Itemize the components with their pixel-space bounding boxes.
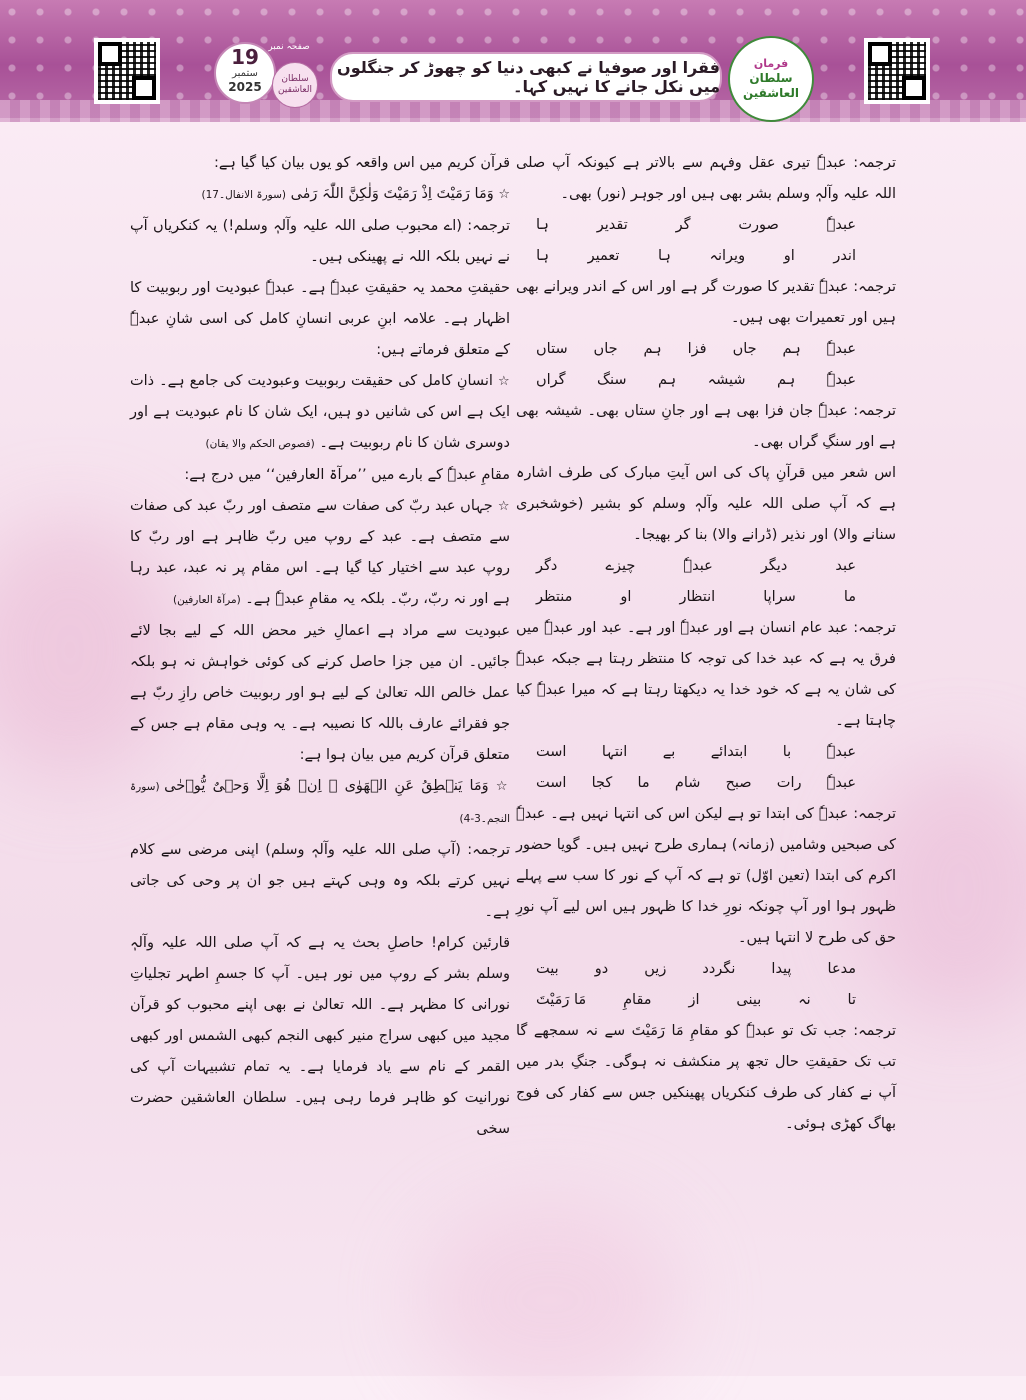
quote-paragraph [130, 366, 510, 460]
verse-word: صبح [725, 775, 752, 791]
page-header [0, 0, 1026, 118]
verse-word: نگردد [702, 961, 736, 977]
paragraph: ترجمہ: عبد عام انسان ہے اور عبدہٗ اور ہے۔ عبد اور عبدہٗ میں فرق یہ ہے کہ عبد خدا کی توجہ کا منتظر رہتا ہے جبکہ عبدہٗ کی شان یہ ہے کہ خود خدا یہ دیکھتا رہتا ہے کہ میرا عبدہٗ کیا چاہتا ہے۔ [516, 620, 896, 729]
paragraph: ترجمہ: عبدہٗ جان فزا بھی ہے اور جانِ ستاں بھی۔ شیشہ بھی ہے اور سنگِ گراں بھی۔ [516, 403, 896, 450]
verse-word: ویرانہ [709, 248, 746, 264]
page-number: 19 [231, 45, 259, 69]
article-column-right [516, 148, 896, 1140]
verse-word: عبدہٗ [826, 341, 856, 357]
verse-word: نہ [798, 992, 811, 1008]
quote-text: جہاں عبد ربّ کی صفات سے متصف اور ربّ عبد کی صفات سے متصف ہے۔ عبد کے روپ میں ربّ ظاہر ہے اور ربّ کا روپ عبد سے اختیار کیا گیا ہے۔ اس مقام پر نہ عبد، عبد رہا ہے اور نہ ربّ، ربّ۔ بلکہ یہ مقامِ عبدہٗ ہے۔ [130, 498, 510, 607]
series-logo [728, 36, 814, 122]
verse-word: مَا رَمَیْتَ [536, 992, 587, 1008]
paragraph: ترجمہ: جب تک تو عبدہٗ کو مقامِ مَا رَمَیْتَ سے نہ سمجھے گا تب تک حقیقتِ حال تجھ پر منکشف نہ ہوگی۔ جنگِ بدر میں آپ نے کفار کی طرف کنکریاں پھینکیں جس سے کفار کی فوج بھاگ کھڑی ہوئی۔ [516, 1023, 896, 1132]
verse-word: کجا [591, 775, 613, 791]
verse-word: صورت [738, 217, 779, 233]
source-reference: (فصوص الحکم والا یقان) [205, 438, 315, 450]
paragraph: ترجمہ: عبدہٗ کی ابتدا تو ہے لیکن اس کی انتہا نہیں ہے۔ عبدہٗ کی صبحیں وشامیں (زمانہ) ہماری طرح نہیں ہیں۔ گویا حضور اکرم کی ابتدا (تعین اوّل) تو ہے کہ آپ کے نور کا سب سے پہلے ظہور ہوا اور آپ چونکہ نورِ خدا کا ظہور ہیں اس لیے آپ نورِ حق کی طرح لا انتہا ہیں۔ [516, 806, 896, 946]
paragraph: عبودیت سے مراد ہے اعمالِ خیر محض اللہ کے لیے بجا لائے جائیں۔ ان میں جزا حاصل کرنے کی کوئی خواہش نہ ہو بلکہ عمل خالص اللہ تعالیٰ کے لیے ہو اور ربوبیت خاص رازِ ربّ ہے جو فقرائے عارف باللہ کا نصیبہ ہے۔ یہ وہی مقام ہے جس کے متعلق قرآن کریم میں بیان ہوا ہے: [130, 623, 510, 763]
verse-word: جاں [593, 341, 618, 357]
verse-word: دیگر [760, 558, 788, 574]
verse-word: ابتدائے [710, 744, 748, 760]
verse-line [516, 241, 896, 272]
verse-word: ہم [658, 372, 677, 388]
star-icon: ☆ [495, 779, 511, 794]
verse-word: از [688, 992, 700, 1008]
paragraph: ترجمہ: (آپ صلی اللہ علیہ وآلہٖ وسلم) اپنی مرضی سے کلام نہیں کرتے بلکہ وہ وہی کہتے ہیں جو ان پر وحی کی جاتی ہے۔ [130, 842, 510, 920]
quran-ayah [130, 771, 510, 835]
source-reference: (مرآۃ العارفین) [173, 594, 241, 606]
verse-word: عبدہٗ [826, 217, 856, 233]
article-column-left [130, 148, 510, 1145]
verse-word: انتظار [679, 589, 716, 605]
quote-paragraph [130, 491, 510, 616]
magazine-seal: سلطان العاشقین [272, 62, 318, 108]
verse-word: او [620, 589, 632, 605]
background-wash [420, 1200, 680, 1400]
verse-line [516, 334, 896, 365]
verse-word: اندر [833, 248, 856, 264]
qr-code-icon[interactable] [864, 38, 930, 104]
verse-word: جاں [732, 341, 757, 357]
verse-word: زیں [644, 961, 667, 977]
verse-word: مدعا [827, 961, 856, 977]
ayah-reference: (سورۃ الانفال۔17) [201, 189, 286, 201]
issue-label: صفحہ نمبر [268, 42, 310, 52]
verse-line [516, 768, 896, 799]
verse-word: چیزے [605, 558, 636, 574]
paragraph: قارئین کرام! حاصلِ بحث یہ ہے کہ آپ صلی اللہ علیہ وآلہٖ وسلم بشر کے روپ میں نور ہیں۔ آپ کا جسمِ اطہر تجلیاتِ نورانی کا مظہر ہے۔ اللہ تعالیٰ نے بھی اپنے محبوب کو قرآن مجید میں کبھی سراج منیر کبھی النجم کبھی الشمس اور کبھی القمر کے نام سے یاد فرمایا ہے۔ یہ تمام تشبیہات آپ کی نورانیت کو ظاہر فرما رہی ہیں۔ سلطان العاشقین حضرت سخی [130, 935, 510, 1137]
qr-code-icon[interactable] [94, 38, 160, 104]
paragraph: قرآن کریم میں اس واقعہ کو یوں بیان کیا گیا ہے: [214, 155, 510, 171]
verse-word: عبدہٗ [826, 372, 856, 388]
verse-word: بیت [536, 961, 559, 977]
verse-word: عبدہٗ [826, 744, 856, 760]
verse-word: انتہا [601, 744, 628, 760]
issue-badge [200, 36, 318, 108]
paragraph: ترجمہ: (اے محبوب صلی اللہ علیہ وآلہٖ وسلم!) یہ کنکریاں آپ نے نہیں بلکہ اللہ نے پھینکی ہیں۔ [130, 218, 510, 265]
issue-year: 2025 [228, 80, 262, 94]
verse-line [516, 582, 896, 613]
verse-word: ہا [536, 248, 549, 264]
verse-word: عبدہٗ [683, 558, 713, 574]
verse-word: ہم [777, 372, 796, 388]
star-icon: ☆ [497, 374, 511, 389]
verse-word: ہم [782, 341, 801, 357]
ayah-text: وَمَا رَمَیْتَ اِذْ رَمَیْتَ وَلٰکِنَّ اللّٰہَ رَمٰی [290, 186, 494, 202]
logo-bottom-text: سلطان العاشقین [742, 71, 800, 100]
paragraph: ترجمہ: عبدہٗ تقدیر کا صورت گر ہے اور اس کے اندر ویرانے بھی ہیں اور تعمیرات بھی ہیں۔ [516, 279, 896, 326]
paragraph: مقامِ عبدہٗ کے بارے میں ’’مرآۃ العارفین‘‘ میں درج ہے: [184, 467, 510, 483]
verse-line [516, 210, 896, 241]
verse-word: است [536, 775, 567, 791]
verse-line [516, 551, 896, 582]
verse-word: عبد [835, 558, 856, 574]
logo-top-text: فرمان [753, 57, 789, 70]
verse-word: عبدہٗ [826, 775, 856, 791]
paragraph: اس شعر میں قرآنِ پاک کی اس آیتِ مبارک کی طرف اشارہ ہے کہ آپ صلی اللہ علیہ وآلہٖ وسلم کو بشیر (خوشخبری سنانے والا) اور نذیر (ڈرانے والا) بنا کر بھیجا۔ [516, 465, 896, 543]
verse-line [516, 985, 896, 1016]
verse-word: ما [637, 775, 650, 791]
verse-word: گراں [536, 372, 566, 388]
verse-word: تا [847, 992, 856, 1008]
verse-word: او [783, 248, 795, 264]
verse-word: ما [843, 589, 856, 605]
star-icon: ☆ [497, 499, 511, 514]
verse-word: دگر [536, 558, 558, 574]
verse-word: با [782, 744, 792, 760]
verse-line [516, 954, 896, 985]
verse-word: شام [674, 775, 701, 791]
verse-word: پیدا [771, 961, 792, 977]
verse-word: تعمیر [587, 248, 620, 264]
verse-word: دو [594, 961, 609, 977]
verse-word: گر [675, 217, 691, 233]
verse-word: منتظر [536, 589, 573, 605]
verse-word: بے [662, 744, 676, 760]
verse-word: است [536, 744, 567, 760]
ayah-text: وَمَا یَنۡطِقُ عَنِ الۡھَوٰی ۞ اِنۡ ھُوَ اِلَّا وَحۡیٌ یُّوۡحٰی [164, 778, 489, 794]
verse-word: بینی [736, 992, 762, 1008]
verse-word: سراپا [763, 589, 796, 605]
verse-line [516, 365, 896, 396]
verse-word: رات [776, 775, 802, 791]
issue-month: ستمبر [232, 68, 258, 79]
quote-text: انسانِ کامل کی حقیقت ربوبیت وعبودیت کی جامع ہے۔ ذات ایک ہے اس کی شانیں دو ہیں، ایک شان کا نام عبودیت ہے اور دوسری شان کا نام ربوبیت ہے۔ [130, 373, 510, 451]
verse-line [516, 737, 896, 768]
verse-word: ستاں [536, 341, 568, 357]
ayah-reference: (سورۃ النجم۔3-4) [130, 781, 510, 825]
quran-ayah [130, 179, 510, 211]
verse-word: سنگ [597, 372, 627, 388]
verse-word: شیشہ [707, 372, 746, 388]
verse-word: ہا [536, 217, 549, 233]
verse-word: فزا [687, 341, 707, 357]
verse-word: ہم [643, 341, 662, 357]
verse-word: ہا [657, 248, 671, 264]
verse-word: مقامِ [623, 992, 652, 1008]
header-quote: فقرا اور صوفیا نے کبھی دنیا کو چھوڑ کر جنگلوں میں نکل جانے کا نہیں کہا۔ [330, 52, 722, 102]
paragraph: ترجمہ: عبدہٗ تیری عقل وفہم سے بالاتر ہے کیونکہ آپ صلی اللہ علیہ وآلہٖ وسلم بشر بھی ہیں اور جوہر (نور) بھی۔ [516, 155, 896, 202]
star-icon: ☆ [498, 187, 510, 202]
verse-word: تقدیر [596, 217, 628, 233]
paragraph: حقیقتِ محمد یہ حقیقتِ عبدہٗ ہے۔ عبدہٗ عبودیت اور ربوبیت کا اظہار ہے۔ علامہ ابنِ عربی انسانِ کامل کی اسی شانِ عبدہٗ کے متعلق فرماتے ہیں: [130, 280, 510, 358]
